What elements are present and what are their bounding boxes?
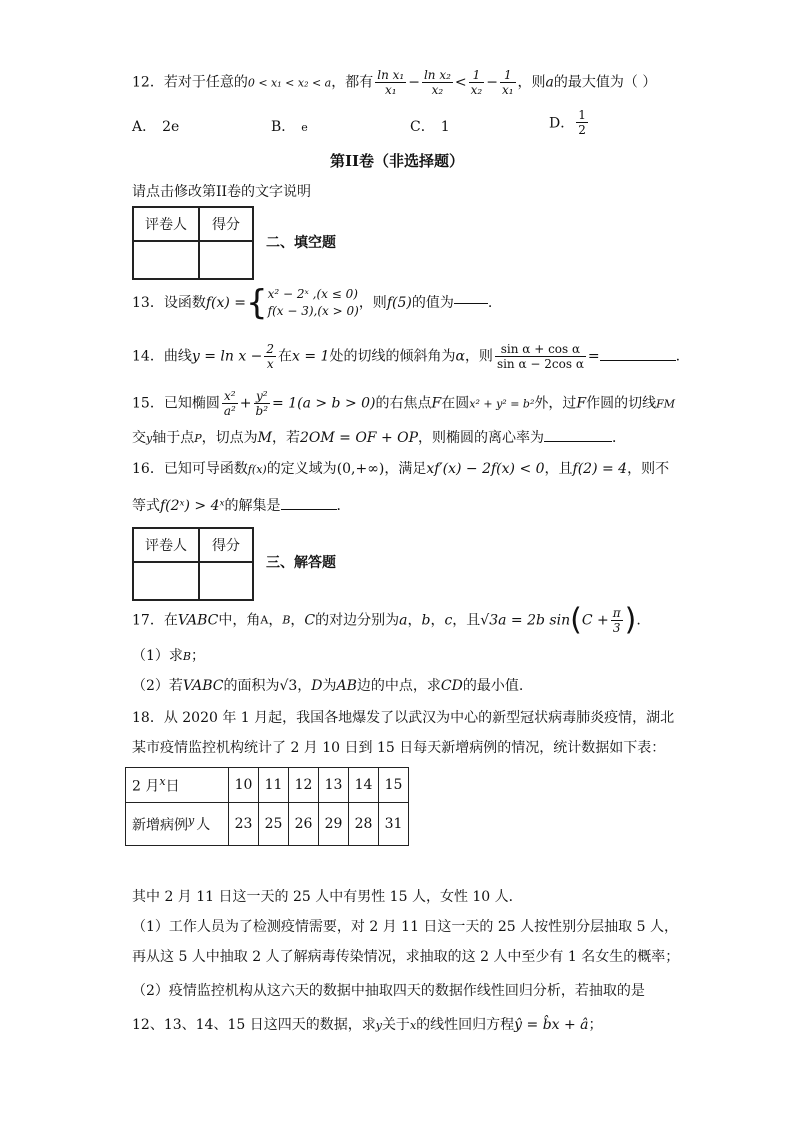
q16-end: ． [336,498,351,514]
grader-col1: 评卷人 [133,207,199,241]
q17-three: 3 [612,621,621,635]
option-value: 2e [162,119,180,135]
q15-x2: x² [222,389,238,404]
row1-var: x [159,774,166,788]
q17-C2: C + [581,612,609,629]
q16-suffix: ，则不 [627,461,670,477]
grader-table-1 [132,206,254,280]
q15-line2 [132,428,626,449]
q13-line [132,283,493,323]
q15-M: M [257,430,272,446]
q16-blank[interactable] [281,509,337,510]
q17-sub2-mid2: ， [297,678,312,694]
q12-var: a [545,74,554,91]
q14-prefix: 14．曲线 [132,348,192,365]
q13-pieces [268,286,359,320]
q12-mid: ，都有 [331,74,374,91]
q13-piece1: x² − 2ˣ ,(x ≤ 0) [267,287,358,301]
table-cell: 11 [259,768,289,803]
table-row-header [126,768,229,803]
q14-line [132,342,680,371]
q15-l2-mid2: ，切点为 [201,430,258,446]
q15-frac-y [254,389,271,418]
q17-mid3: ，且 [452,612,481,629]
q15-mid2: 在圆 [441,395,470,412]
table-cell: 25 [259,803,289,846]
q17-sub1-prefix: （1）求 [132,648,183,664]
q17-b: b [421,612,431,629]
q17-sep3: ， [407,612,422,629]
q18-sub2-eq: ŷ = b̂x + â [514,1017,589,1033]
q13-suffix2: 的值为 [411,295,454,311]
q12-line [132,68,656,97]
q12-frac1 [375,68,406,97]
q18-sub2-line2 [132,1015,603,1036]
q15-y2: y² [254,389,271,404]
table-cell: 29 [319,803,349,846]
q15-mid: 的右焦点 [375,395,432,412]
row1-head2: 日 [165,778,180,795]
q15-vector-eq: 2OM = OF + OP [299,430,419,446]
q17-B: B [282,613,291,627]
section-title: 第II卷（非选择题） [329,152,465,170]
q18-sub1-line2: 再从这 5 人中抽取 2 人了解病毒传染情况，求抽取的这 2 人中至少有 1 名女生的概率； [132,949,680,965]
table-cell: 31 [379,803,409,846]
part3-heading: 三、解答题 [266,555,336,571]
q15-l2-prefix: 交 [132,430,146,446]
table-cell: 26 [289,803,319,846]
q12-frac4-den: x₁ [501,83,514,97]
row2-var: y [188,813,195,827]
option-d-den: 2 [578,123,586,137]
part2-heading: 二、填空题 [266,235,336,251]
q18-line3: 其中 2 月 11 日这一天的 25 人中有男性 15 人，女性 10 人． [132,889,523,905]
q12-condition: 0 < x₁ < x₂ < a [247,76,332,90]
q12-frac3 [469,68,485,97]
q15-frac-x [222,389,238,418]
q15-l2-mid: 轴于点 [152,430,195,446]
q17-c: c [444,612,453,629]
q16-line1 [132,459,669,480]
q18-data-table [125,767,409,846]
q15-F2: F [576,395,587,412]
q17-pi: π [612,606,621,620]
q17-paren-open: ( [570,602,582,638]
q12-suffix2: 的最大值为（ ） [553,74,657,91]
q12-frac1-den: x₁ [384,83,397,97]
q18-sub2-x: x [409,1019,417,1032]
grader-cell-empty[interactable] [199,241,253,279]
q15-l2-mid3: ，若 [271,430,300,446]
q14-eq: y = ln x − [191,348,263,365]
q18-sub2-mid2: 的线性回归方程 [416,1017,515,1033]
q16-l2-suffix: 的解集是 [224,498,281,514]
q12-option-b [271,116,308,136]
q17-prefix: 17．在 [132,612,178,629]
table-cell: 15 [379,768,409,803]
q17-sub2-D: D [311,678,323,694]
grader-cell-empty[interactable] [133,241,199,279]
q17-sub1-end: ； [191,648,206,664]
table-cell: 28 [349,803,379,846]
q18-sub2-end: ； [588,1017,603,1033]
grader-col2: 得分 [199,528,253,562]
q13-piece2: f(x − 3),(x > 0) [267,304,359,318]
q16-prefix: 16．已知可导函数 [132,461,248,477]
grader-cell-empty[interactable] [133,562,199,600]
option-label: A． [132,119,157,135]
q14-frac-num: 2 [266,342,275,356]
q16-mid3: ，且 [544,461,573,477]
q16-mid: 的定义域为 [266,461,337,477]
q12-suffix: ，则 [517,74,546,91]
q12-frac1-num: ln x₁ [377,68,405,82]
option-label: B． [271,119,296,135]
option-label: D． [549,115,575,132]
option-label: C． [410,119,435,135]
q17-sub2-end: 的最小值. [462,678,524,694]
q15-l2-suffix: ，则椭圆的离心率为 [418,430,545,446]
q15-line1 [132,389,675,418]
q14-eqsign: = [587,348,600,365]
q17-end: . [636,612,641,629]
q12-frac3-den: x₂ [470,83,483,97]
q15-b2: b² [255,404,269,418]
q12-prefix: 12．若对于任意的 [132,74,248,91]
q15-FM: FM [656,397,675,411]
section-note: 请点击修改第II卷的文字说明 [132,184,312,200]
q12-frac2-den: x₂ [431,83,444,97]
q13-blank[interactable] [454,303,488,304]
option-value: e [301,121,308,134]
q13-suffix: ，则 [358,295,387,311]
row1-head: 2 月 [132,778,160,795]
table-cell: 23 [229,803,259,846]
row2-head2: 人 [196,817,211,834]
table-row-header [126,803,229,846]
q16-line2 [132,496,351,516]
q14-mid3: ，则 [464,348,493,365]
q17-sub1 [132,646,205,667]
q17-sub2-AB: AB [336,678,357,694]
q16-ineq: xf′(x) − 2f(x) < 0 [426,461,545,477]
q12-frac3-num: 1 [469,68,485,83]
q17-a: a [399,612,408,629]
q15-plus: + [239,395,252,412]
q17-sep4: ， [430,612,445,629]
q17-sub2 [132,676,523,696]
q17-sep2: ， [290,612,305,629]
q14-ratio-num: sin α + cos α [495,342,586,357]
grader-cell-empty[interactable] [199,562,253,600]
option-d-frac [576,108,588,137]
q17-sub2-mid4: 边的中点，求 [356,678,441,694]
q15-mid4: 作圆的切线 [586,395,657,412]
q17-line [132,602,641,638]
q12-frac4 [500,68,516,97]
q14-ratio-den: sin α − 2cos α [496,357,584,371]
q14-alpha: α [455,348,465,365]
q13-brace: { [246,283,268,323]
q13-fx: f(x) = [205,295,247,311]
q14-frac [264,342,276,371]
q15-end: ． [612,430,627,446]
q17-sub1-B: B [182,650,192,663]
q17-mid: 中，角 [218,612,261,629]
q15-yaxis: y [146,432,153,445]
table-row [126,803,409,846]
grader-col2: 得分 [199,207,253,241]
q14-mid: 在 [278,348,293,365]
q16-f2: f(2) = 4 [572,461,628,477]
grader-col1: 评卷人 [133,528,199,562]
q17-A: A [260,613,269,627]
q18-line1: 18．从 2020 年 1 月起，我国各地爆发了以武汉为中心的新型冠状病毒肺炎疫情，湖北 [132,710,675,726]
q13-period: . [487,295,493,311]
q16-ineq2: f(2ˣ) > 4ˣ [160,498,225,514]
q14-period: . [675,348,681,365]
q18-line2: 某市疫情监控机构统计了 2 月 10 日到 15 日每天新增病例的情况，统计数据如下表： [132,740,666,756]
q16-mid2: ，满足 [384,461,427,477]
q17-sub2-prefix: （2）若 [132,678,183,694]
q15-blank[interactable] [544,441,612,442]
q12-option-c [410,116,450,136]
q13-prefix: 13．设函数 [132,295,206,311]
q12-frac2-num: ln x₂ [423,68,451,82]
q14-blank[interactable] [600,360,676,361]
q16-l2-prefix: 等式 [132,498,160,514]
q17-eq: √3a = 2b sin [480,612,571,629]
q12-minus2: − [486,74,498,91]
q18-sub1-line1: （1）工作人员为了检测疫情需要，对 2 月 11 日这一天的 25 人按性别分层抽取 5 人， [132,919,678,935]
grader-table-2 [132,527,254,601]
q17-tri: VABC [177,612,219,629]
table-cell: 12 [289,768,319,803]
q15-P: P [194,432,202,445]
q17-sub2-area: √3 [279,678,298,694]
q13-f5: f(5) [386,295,412,311]
q12-frac2 [422,68,453,97]
q17-paren-close: ) [624,602,637,638]
q12-option-a [132,116,179,136]
q17-sub2-mid3: 为 [322,678,337,694]
q12-frac4-num: 1 [500,68,516,83]
table-cell: 14 [349,768,379,803]
q15-F: F [431,395,442,412]
q18-sub2-line1: （2）疫情监控机构从这六天的数据中抽取四天的数据作线性回归分析，若抽取的是 [132,983,645,999]
q15-mid3: 外，过 [534,395,577,412]
q15-a2: a² [223,404,236,418]
option-d-num: 1 [578,108,586,122]
q15-prefix: 15．已知椭圆 [132,395,220,412]
q17-sub2-tri: VABC [182,678,224,694]
q16-domain: (0,+∞) [336,461,385,477]
option-value: 1 [440,119,450,135]
q18-sub2-y: y [375,1019,382,1032]
q18-sub2-mid: 关于 [381,1017,410,1033]
q12-option-d [549,108,590,137]
table-row [126,768,409,803]
q14-ratio [495,342,586,371]
q17-sub2-CD: CD [440,678,463,694]
q17-mid2: 的对边分别为 [315,612,400,629]
table-cell: 10 [229,768,259,803]
q17-C: C [304,612,316,629]
q15-circle: x² + y² = b² [469,397,535,411]
q18-sub2-prefix: 12、13、14、15 日这四天的数据，求 [132,1017,376,1033]
q12-lt: < [454,74,467,91]
q12-minus: − [408,74,420,91]
q14-mid2: 处的切线的倾斜角为 [329,348,456,365]
q17-pi-frac [611,606,623,635]
q15-cond: = 1(a > b > 0) [272,395,376,412]
q14-x1: x = 1 [292,348,330,365]
q14-frac-den: x [266,357,274,371]
q16-fx: f(x) [247,463,267,476]
q17-sep: ， [268,612,283,629]
table-cell: 13 [319,768,349,803]
row2-head: 新增病例 [132,817,188,834]
q17-sub2-mid: 的面积为 [223,678,280,694]
